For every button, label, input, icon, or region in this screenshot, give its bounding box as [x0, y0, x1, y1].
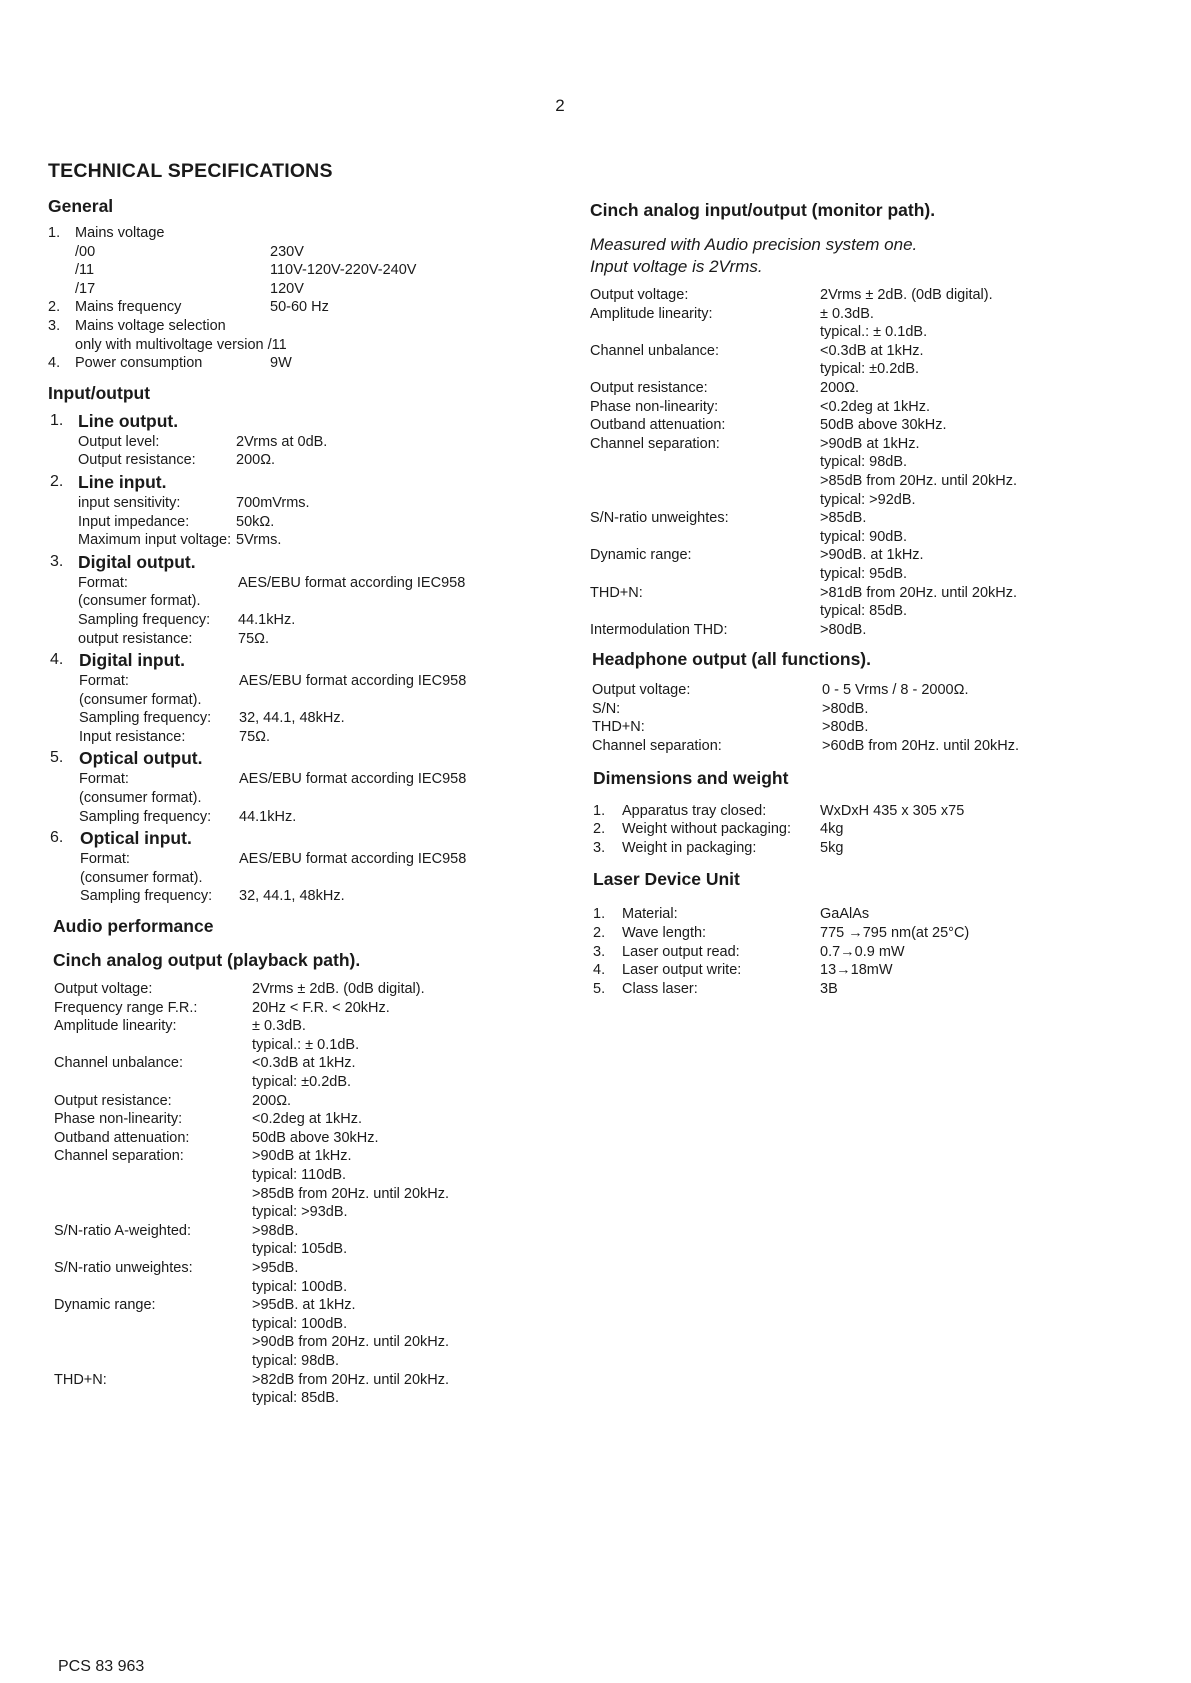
- io-row: Sampling frequency: 44.1kHz.: [79, 808, 297, 825]
- io-row: Format: AES/EBU format according IEC958: [79, 771, 467, 788]
- spec-row: 4. Laser output write: 13→18mW: [593, 962, 893, 979]
- spec-row: typical: ±0.2dB.: [820, 361, 920, 378]
- io-row: input sensitivity: 700mVrms.: [78, 494, 310, 511]
- general-row: /17 120V: [75, 280, 304, 297]
- spec-row: 1. Apparatus tray closed: WxDxH 435 x 305 x75: [593, 802, 965, 819]
- io-row: Maximum input voltage: 5Vrms.: [78, 532, 282, 549]
- io-row: Sampling frequency: 44.1kHz.: [78, 611, 296, 628]
- spec-row: THD+N: >81dB from 20Hz. until 20kHz.: [590, 584, 1018, 601]
- spec-row: Phase non-linearity: <0.2deg at 1kHz.: [54, 1111, 363, 1128]
- io-row: Format: AES/EBU format according IEC958: [78, 574, 466, 591]
- io-row: Sampling frequency: 32, 44.1, 48kHz.: [80, 888, 345, 905]
- monitor-intro-line2: Input voltage is 2Vrms.: [590, 257, 763, 276]
- spec-row: typical: 100dB.: [252, 1315, 348, 1332]
- io-group-title: 3. Digital output.: [50, 551, 196, 572]
- spec-row: THD+N: >80dB.: [592, 719, 869, 736]
- spec-row: Output voltage: 2Vrms ± 2dB. (0dB digital).: [590, 287, 993, 303]
- general-row: 4. Power consumption 9W: [48, 355, 292, 372]
- spec-row: Channel unbalance: <0.3dB at 1kHz.: [54, 1055, 356, 1072]
- general-row: only with multivoltage version /11: [75, 336, 287, 353]
- general-row: /00 230V: [75, 243, 304, 260]
- io-heading: Input/output: [48, 382, 151, 403]
- right-column: [590, 200, 1120, 998]
- playback-heading: Cinch analog output (playback path).: [53, 950, 361, 971]
- general-list: [48, 224, 568, 373]
- spec-row: Output resistance: 200Ω.: [54, 1092, 292, 1109]
- spec-row: typical: 98dB.: [252, 1352, 340, 1369]
- spec-row: S/N-ratio A-weighted: >98dB.: [54, 1222, 299, 1239]
- io-row: output resistance: 75Ω.: [78, 630, 269, 647]
- io-row: (consumer format).: [79, 691, 202, 708]
- spec-row: typical.: ± 0.1dB.: [820, 324, 928, 341]
- spec-row: >90dB from 20Hz. until 20kHz.: [252, 1334, 450, 1351]
- spec-row: typical: 90dB.: [820, 528, 908, 545]
- spec-row: typical.: ± 0.1dB.: [252, 1036, 360, 1053]
- spec-row: 1. Material: GaAlAs: [593, 906, 870, 923]
- spec-row: Channel unbalance: <0.3dB at 1kHz.: [590, 342, 924, 359]
- spec-row: typical: 110dB.: [252, 1166, 347, 1183]
- spec-row: Frequency range F.R.: 20Hz < F.R. < 20kHz.: [54, 999, 390, 1016]
- spec-row: Phase non-linearity: <0.2deg at 1kHz.: [590, 398, 931, 415]
- spec-row: S/N: >80dB.: [592, 700, 869, 717]
- spec-row: 2. Wave length: 775 →795 nm(at 25°C): [593, 925, 970, 942]
- spec-row: Output resistance: 200Ω.: [590, 379, 860, 396]
- headphone-list: [592, 681, 1120, 755]
- io-row: (consumer format).: [78, 593, 201, 610]
- spec-row: typical: 105dB.: [252, 1241, 348, 1258]
- spec-row: 5. Class laser: 3B: [593, 980, 838, 997]
- spec-row: 3. Laser output read: 0.7→0.9 mW: [593, 943, 905, 960]
- left-column: [48, 160, 568, 1408]
- spec-row: Dynamic range: >95dB. at 1kHz.: [54, 1297, 356, 1314]
- spec-row: typical: 100dB.: [252, 1278, 348, 1295]
- spec-row: >85dB from 20Hz. until 20kHz.: [252, 1185, 450, 1202]
- general-row: 2. Mains frequency 50-60 Hz: [48, 299, 329, 316]
- spec-row: Output voltage: 2Vrms ± 2dB. (0dB digital).: [54, 981, 425, 998]
- io-group-title: 5. Optical output.: [50, 748, 203, 769]
- spec-row: 2. Weight without packaging: 4kg: [593, 821, 844, 838]
- io-row: Output resistance: 200Ω.: [78, 452, 276, 469]
- io-row: Format: AES/EBU format according IEC958: [79, 673, 467, 690]
- io-row: Output level: 2Vrms at 0dB.: [78, 433, 328, 450]
- general-row: 3. Mains voltage selection: [48, 317, 226, 334]
- spec-row: THD+N: >82dB from 20Hz. until 20kHz.: [54, 1371, 450, 1388]
- io-group-title: 4. Digital input.: [50, 650, 185, 671]
- document-code: PCS 83 963: [58, 1658, 145, 1675]
- spec-row: 3. Weight in packaging: 5kg: [593, 839, 844, 856]
- dimensions-list: [593, 802, 1120, 858]
- playback-list: [54, 980, 568, 1408]
- io-row: Input resistance: 75Ω.: [79, 728, 270, 745]
- spec-row: Amplitude linearity: ± 0.3dB.: [590, 305, 874, 322]
- spec-row: Amplitude linearity: ± 0.3dB.: [54, 1018, 306, 1035]
- monitor-intro-line1: Measured with Audio precision system one.: [590, 235, 918, 254]
- io-row: Format: AES/EBU format according IEC958: [80, 851, 467, 868]
- spec-row: typical: 95dB.: [820, 565, 908, 582]
- spec-row: Dynamic range: >90dB. at 1kHz.: [590, 547, 924, 564]
- spec-row: typical: >92dB.: [820, 491, 916, 508]
- monitor-list: [590, 286, 1120, 639]
- spec-row: Output voltage: 0 - 5 Vrms / 8 - 2000Ω.: [592, 682, 969, 699]
- spec-row: Channel separation: >90dB at 1kHz.: [590, 435, 920, 452]
- io-group-title: 6. Optical input.: [50, 828, 192, 849]
- dimensions-heading: Dimensions and weight: [593, 767, 789, 788]
- spec-row: typical: 85dB.: [252, 1390, 340, 1407]
- io-row: Sampling frequency: 32, 44.1, 48kHz.: [79, 710, 345, 727]
- spec-row: S/N-ratio unweightes: >85dB.: [590, 510, 867, 527]
- general-row: 1. Mains voltage: [48, 225, 165, 241]
- laser-heading: Laser Device Unit: [593, 869, 740, 890]
- spec-row: typical: 98dB.: [820, 454, 908, 471]
- io-list: [50, 409, 568, 906]
- io-row: Input impedance: 50kΩ.: [78, 513, 275, 530]
- spec-row: >85dB from 20Hz. until 20kHz.: [820, 472, 1018, 489]
- spec-row: typical: >93dB.: [252, 1204, 348, 1221]
- spec-row: S/N-ratio unweightes: >95dB.: [54, 1259, 299, 1276]
- monitor-heading: Cinch analog input/output (monitor path).: [590, 200, 936, 220]
- spec-row: Outband attenuation: 50dB above 30kHz.: [54, 1129, 379, 1146]
- spec-row: typical: ±0.2dB.: [252, 1074, 352, 1090]
- page-number: 2: [555, 96, 565, 115]
- spec-row: typical: 85dB.: [820, 603, 908, 620]
- laser-list: [593, 905, 1120, 998]
- audio-heading: Audio performance: [53, 916, 214, 937]
- spec-row: Channel separation: >90dB at 1kHz.: [54, 1148, 352, 1165]
- general-row: /11 110V-120V-220V-240V: [75, 262, 417, 279]
- general-heading: General: [48, 196, 114, 216]
- page-title: TECHNICAL SPECIFICATIONS: [48, 160, 333, 182]
- io-group-title: 1. Line output.: [50, 410, 179, 431]
- spec-row: Intermodulation THD: >80dB.: [590, 621, 867, 638]
- headphone-heading: Headphone output (all functions).: [592, 649, 872, 670]
- io-group-title: 2. Line input.: [50, 471, 167, 492]
- io-row: (consumer format).: [80, 869, 203, 886]
- spec-row: Outband attenuation: 50dB above 30kHz.: [590, 417, 947, 434]
- spec-row: Channel separation: >60dB from 20Hz. until 20kHz.: [592, 738, 1020, 755]
- io-row: (consumer format).: [79, 790, 202, 807]
